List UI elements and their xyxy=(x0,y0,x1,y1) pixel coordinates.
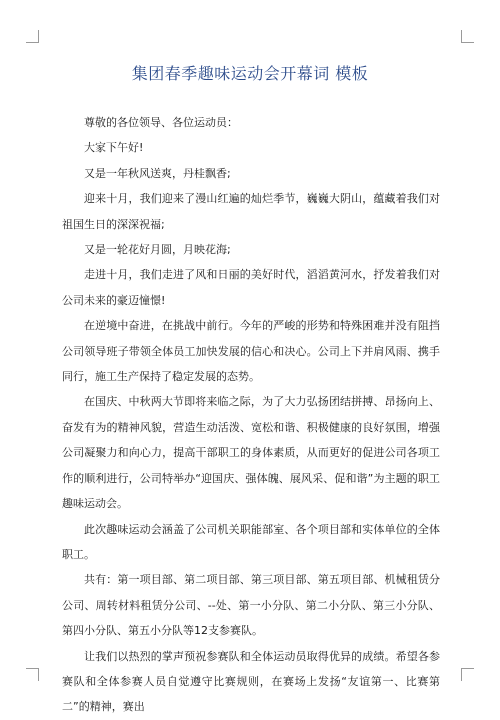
paragraph: 共有：第一项目部、第二项目部、第三项目部、第五项目部、机械租赁分公司、周转材料租赁分公司、--处、第一小分队、第二小分队、第三小分队、第四小分队、第五小分队等12支参赛队。 xyxy=(62,573,440,638)
page-corner-mark-bottom-right xyxy=(461,668,474,681)
page-corner-mark-top-left xyxy=(26,30,39,43)
page-corner-mark-bottom-left xyxy=(26,668,39,681)
paragraph: 迎来十月，我们迎来了漫山红遍的灿烂季节，巍巍大阴山，蕴藏着我们对祖国生日的深深祝福; xyxy=(62,192,440,231)
paragraph: 此次趣味运动会涵盖了公司机关职能部室、各个项目部和实体单位的全体职工。 xyxy=(62,522,440,561)
page-corner-mark-top-right xyxy=(461,30,474,43)
paragraph: 又是一轮花好月圆，月映花海; xyxy=(84,243,231,257)
document-title: 集团春季趣味运动会开幕词 模板 xyxy=(131,64,369,83)
paragraph: 在国庆、中秋两大节即将来临之际，为了大力弘扬团结拼搏、昂扬向上、奋发有为的精神风貌，营造生动活泼、宽松和谐、积极健康的良好氛围，增强公司凝聚力和向心力，提高干部职工的身体素质，从而更好的促进公司各项工作的顺利进行，公司特举办“迎国庆、强体魄、展风采、促和谐”为主题的职工趣味运动会。 xyxy=(62,395,440,511)
paragraph-salutation: 尊敬的各位领导、各位运动员： xyxy=(84,116,238,129)
paragraph: 又是一年秋风送爽，丹桂飘香; xyxy=(84,166,231,180)
paragraph: 走进十月，我们走进了风和日丽的美好时代，滔滔黄河水，抒发着我们对公司未来的豪迈憧憬! xyxy=(62,268,440,307)
paragraph: 让我们以热烈的掌声预祝参赛队和全体运动员取得优异的成绩。希望各参赛队和全体参赛人员自觉遵守比赛规则，在赛场上发扬“友谊第一、比赛第二”的精神，赛出 xyxy=(62,649,440,714)
document-body xyxy=(62,110,440,720)
paragraph-greeting: 大家下午好! xyxy=(84,141,144,155)
paragraph: 在逆境中奋进，在挑战中前行。今年的严峻的形势和特殊困难并没有阻挡公司领导班子带领全体员工加快发展的信心和决心。公司上下并肩风雨、携手同行，施工生产保持了稳定发展的态势。 xyxy=(62,319,440,384)
